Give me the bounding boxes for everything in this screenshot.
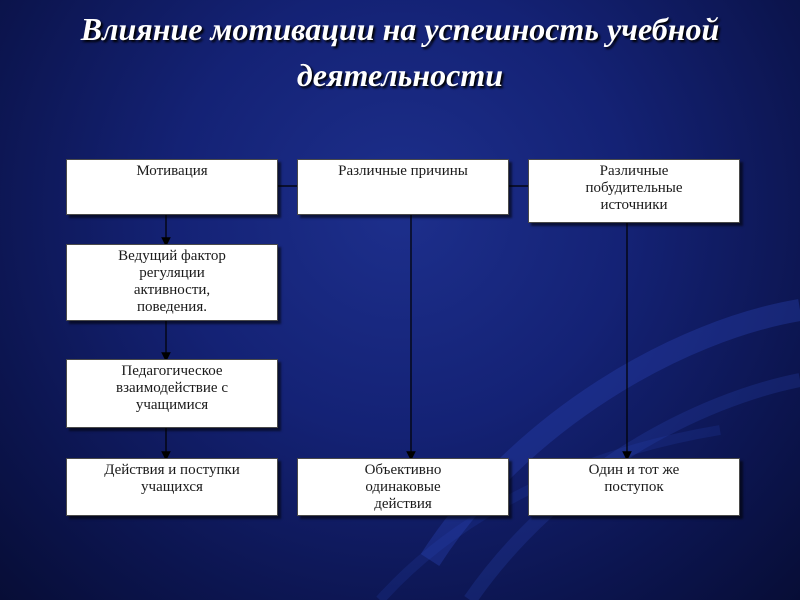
box-same-act: Один и тот же поступок [528, 458, 740, 516]
slide-title: Влияние мотивации на успешность учебной деятельности [80, 11, 720, 93]
box-motivation: Мотивация [66, 159, 278, 215]
box-student-actions: Действия и поступки учащихся [66, 458, 278, 516]
box-various-reasons: Различные причины [297, 159, 509, 215]
box-objectively-same: Объективно одинаковые действия [297, 458, 509, 516]
box-leading-factor: Ведущий фактор регуляции активности, поведения. [66, 244, 278, 321]
box-pedagogical-interaction: Педагогическое взаимодействие с учащимися [66, 359, 278, 428]
box-various-sources: Различные побудительные источники [528, 159, 740, 223]
